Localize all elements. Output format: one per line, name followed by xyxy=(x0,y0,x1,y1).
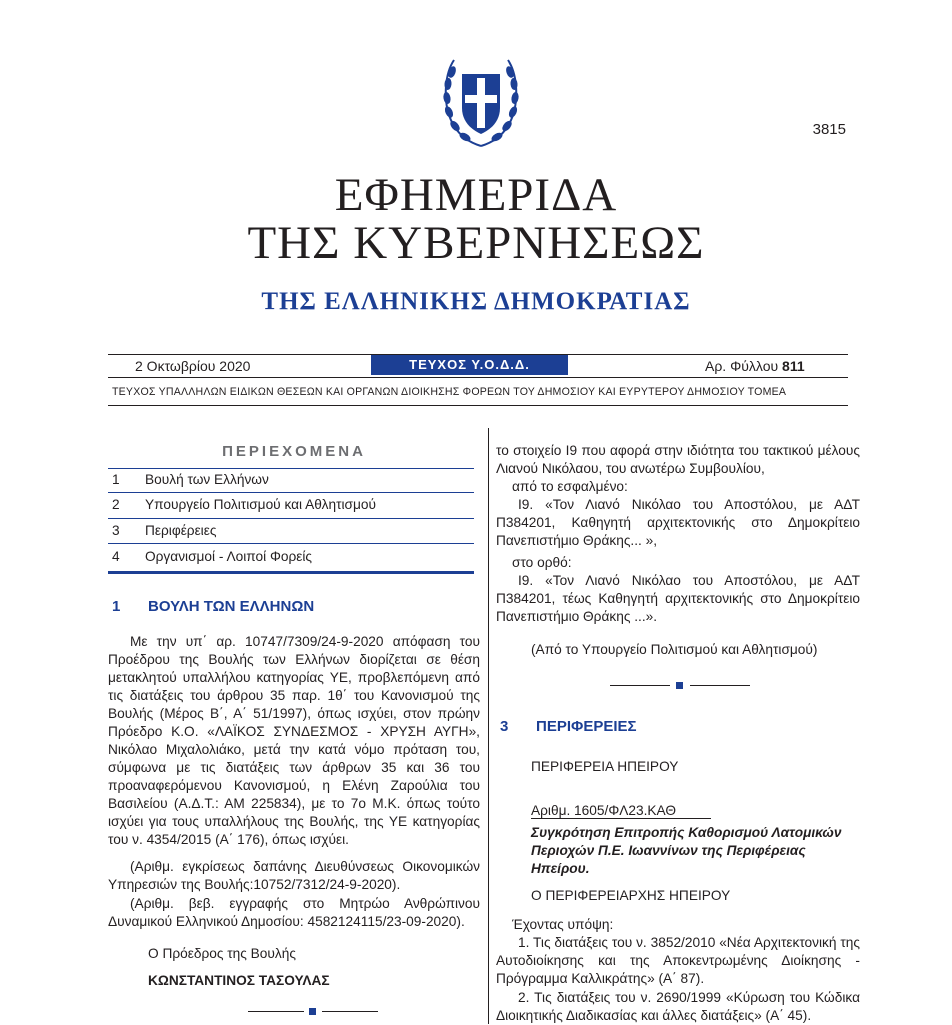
toc-item-number: 1 xyxy=(112,472,120,487)
toc-item-number: 4 xyxy=(112,549,120,564)
section-3-title: ΠΕΡΙΦΕΡΕΙΕΣ xyxy=(536,718,637,735)
toc-bottom-rule xyxy=(108,571,474,574)
decision-number-underline xyxy=(531,818,711,819)
section-3-number: 3 xyxy=(500,718,509,735)
section-1-title: ΒΟΥΛΗ ΤΩΝ ΕΛΛΗΝΩΝ xyxy=(148,598,315,615)
sheet-value: 811 xyxy=(782,358,805,374)
toc-item[interactable] xyxy=(108,469,474,491)
toc-item-label: Περιφέρειες xyxy=(145,523,217,538)
masthead-title-line1: ΕΦΗΜΕΡΙΔΑ xyxy=(334,169,618,221)
header-mid-rule xyxy=(108,377,848,378)
toc-rule xyxy=(108,518,474,519)
source-note: (Από το Υπουργείο Πολιτισμού και Αθλητισμού) xyxy=(531,642,818,657)
section-1-signer-name: ΚΩΝΣΤΑΝΤΙΝΟΣ ΤΑΣΟΥΛΑΣ xyxy=(148,973,330,988)
issue-subtitle: ΤΕΥΧΟΣ ΥΠΑΛΛΗΛΩΝ ΕΙΔΙΚΩΝ ΘΕΣΕΩΝ ΚΑΙ ΟΡΓΑΝΩΝ ΔΙΟΙΚΗΣΗΣ ΦΟΡΕΩΝ ΤΟΥ ΔΗΜΟΣΙΟΥ ΚΑΙ ΕΥΡΥΤΕΡΟΥ ΔΗΜΟΣΙΟΥ ΤΟΜΕΑ xyxy=(112,386,787,398)
toc-rule xyxy=(108,543,474,544)
page-number: 3815 xyxy=(812,121,846,138)
erroneous-label: από το εσφαλμένο: xyxy=(512,479,628,494)
sheet-label: Αρ. Φύλλου xyxy=(705,358,779,374)
toc-item[interactable] xyxy=(108,546,474,568)
toc-item-label: Υπουργείο Πολιτισμού και Αθλητισμού xyxy=(145,497,376,512)
toc-title: ΠΕΡΙΕΧΟΜΕΝΑ xyxy=(222,443,366,460)
region-heading: ΠΕΡΙΦΕΡΕΙΑ ΗΠΕΙΡΟΥ xyxy=(531,759,679,774)
masthead-subtitle: ΤΗΣ ΕΛΛΗΝΙΚΗΣ ΔΗΜΟΚΡΑΤΙΑΣ xyxy=(261,288,691,315)
continued-paragraph: το στοιχείο Ι9 που αφορά στην ιδιότητα του τακτικού μέλους Λιανού Νικόλαου, του ανωτέρω Συμβουλίου, xyxy=(496,443,860,476)
considering-item-2: 2. Τις διατάξεις του ν. 2690/1999 «Κύρωση του Κώδικα Διοικητικής Διαδικασίας και άλλες διατάξεις» (Α΄ 45). xyxy=(496,990,860,1023)
issue-date: 2 Οκτωβρίου 2020 xyxy=(135,358,251,374)
sheet-number xyxy=(705,358,805,374)
issuing-authority: Ο ΠΕΡΙΦΕΡΕΙΑΡΧΗΣ ΗΠΕΙΡΟΥ xyxy=(531,888,731,903)
section-separator xyxy=(248,1006,378,1018)
column-divider xyxy=(488,428,489,1024)
section-1-number: 1 xyxy=(112,598,121,615)
toc-item[interactable] xyxy=(108,494,474,516)
correct-text: Ι9. «Τον Λιανό Νικόλαο του Αποστόλου, με ΑΔΤ Π384201, τέως Καθηγητή αρχιτεκτονικής στο Δημοκρίτειο Πανεπιστήμιο Θράκης ...». xyxy=(496,573,860,624)
erroneous-text: Ι9. «Τον Λιανό Νικόλαο του Αποστόλου, με ΑΔΤ Π384201, Καθηγητή αρχιτεκτονικής στο Δημοκρίτειο Πανεπιστήμιο Θράκης... », xyxy=(496,497,860,548)
section-1-note-1: (Αριθμ. εγκρίσεως δαπάνης Διευθύνσεως Οικονομικών Υπηρεσιών της Βουλής:10752/7312/24-9-2020). xyxy=(108,859,480,892)
section-separator xyxy=(610,680,750,692)
toc-item-number: 2 xyxy=(112,497,120,512)
section-1-heading xyxy=(112,598,472,618)
toc-item-number: 3 xyxy=(112,523,120,538)
correct-label: στο ορθό: xyxy=(512,555,572,570)
decision-title: Συγκρότηση Επιτροπής Καθορισμού Λατομικών Περιοχών Π.Ε. Ιωαννίνων της Περιφέρειας Ηπείρου. xyxy=(531,825,842,876)
considering-label: Έχοντας υπόψη: xyxy=(512,917,614,932)
toc-item-label: Οργανισμοί - Λοιποί Φορείς xyxy=(145,549,313,564)
header-bottom-rule xyxy=(108,405,848,406)
issue-type-badge: ΤΕΥΧΟΣ Υ.Ο.Δ.Δ. xyxy=(371,355,568,375)
section-1-body: Με την υπ΄ αρ. 10747/7309/24-9-2020 απόφαση του Προέδρου της Βουλής των Ελλήνων διορίζεται σε θέση μετακλητού υπαλλήλου κατηγορίας ΥΕ, προβλεπόμενη από τις διατάξεις του άρθρου 35 παρ. 1θ΄ του Κανονισμού της Βουλής (Μέρος Β΄, Α΄ 51/1997), όπως ισχύει, στον πρώην Πρόεδρο Κ.Ο. «ΛΑΪΚΟΣ ΣΥΝΔΕΣΜΟΣ - ΧΡΥΣΗ ΑΥΓΗ», Νικόλαο Μιχαλολιάκο, μετά την κατά νόμο πρόταση του, σύμφωνα με τις διατάξεις των άρθρων 35 και 36 του προαναφερόμενου Κανονισμού, η Ελένη Ζαρούλια του Βασιλείου (Α.Δ.Τ.: ΑΜ 225834), με το 7ο Μ.Κ. όπως τούτο ισχύει για τους υπαλλήλους της Βουλής, της ΥΕ κατηγορίας του ν. 4354/2015 (Α΄ 176), όπως ισχύει. xyxy=(108,634,480,847)
considering-item-1: 1. Τις διατάξεις του ν. 3852/2010 «Νέα Αρχιτεκτονική της Αυτοδιοίκησης και της Αποκεντρωμένης Διοίκησης - Πρόγραμμα Καλλικράτης» (Α΄ 87). xyxy=(496,935,860,986)
toc-item-label: Βουλή των Ελλήνων xyxy=(145,472,269,487)
toc-rule xyxy=(108,492,474,493)
greek-coat-of-arms-emblem xyxy=(440,52,522,152)
toc-item[interactable] xyxy=(108,520,474,542)
section-1-note-2: (Αριθμ. βεβ. εγγραφής στο Μητρώο Ανθρώπινου Δυναμικού Ελληνικού Δημοσίου: 4582124115/23-09-2020). xyxy=(108,896,480,929)
section-3-heading xyxy=(500,718,860,738)
section-1-signer-title: Ο Πρόεδρος της Βουλής xyxy=(148,946,296,961)
masthead-title-line2: ΤΗΣ ΚΥΒΕΡΝΗΣΕΩΣ xyxy=(247,217,705,269)
decision-number: Αριθμ. 1605/ΦΛ23.ΚΑΘ xyxy=(531,803,677,818)
